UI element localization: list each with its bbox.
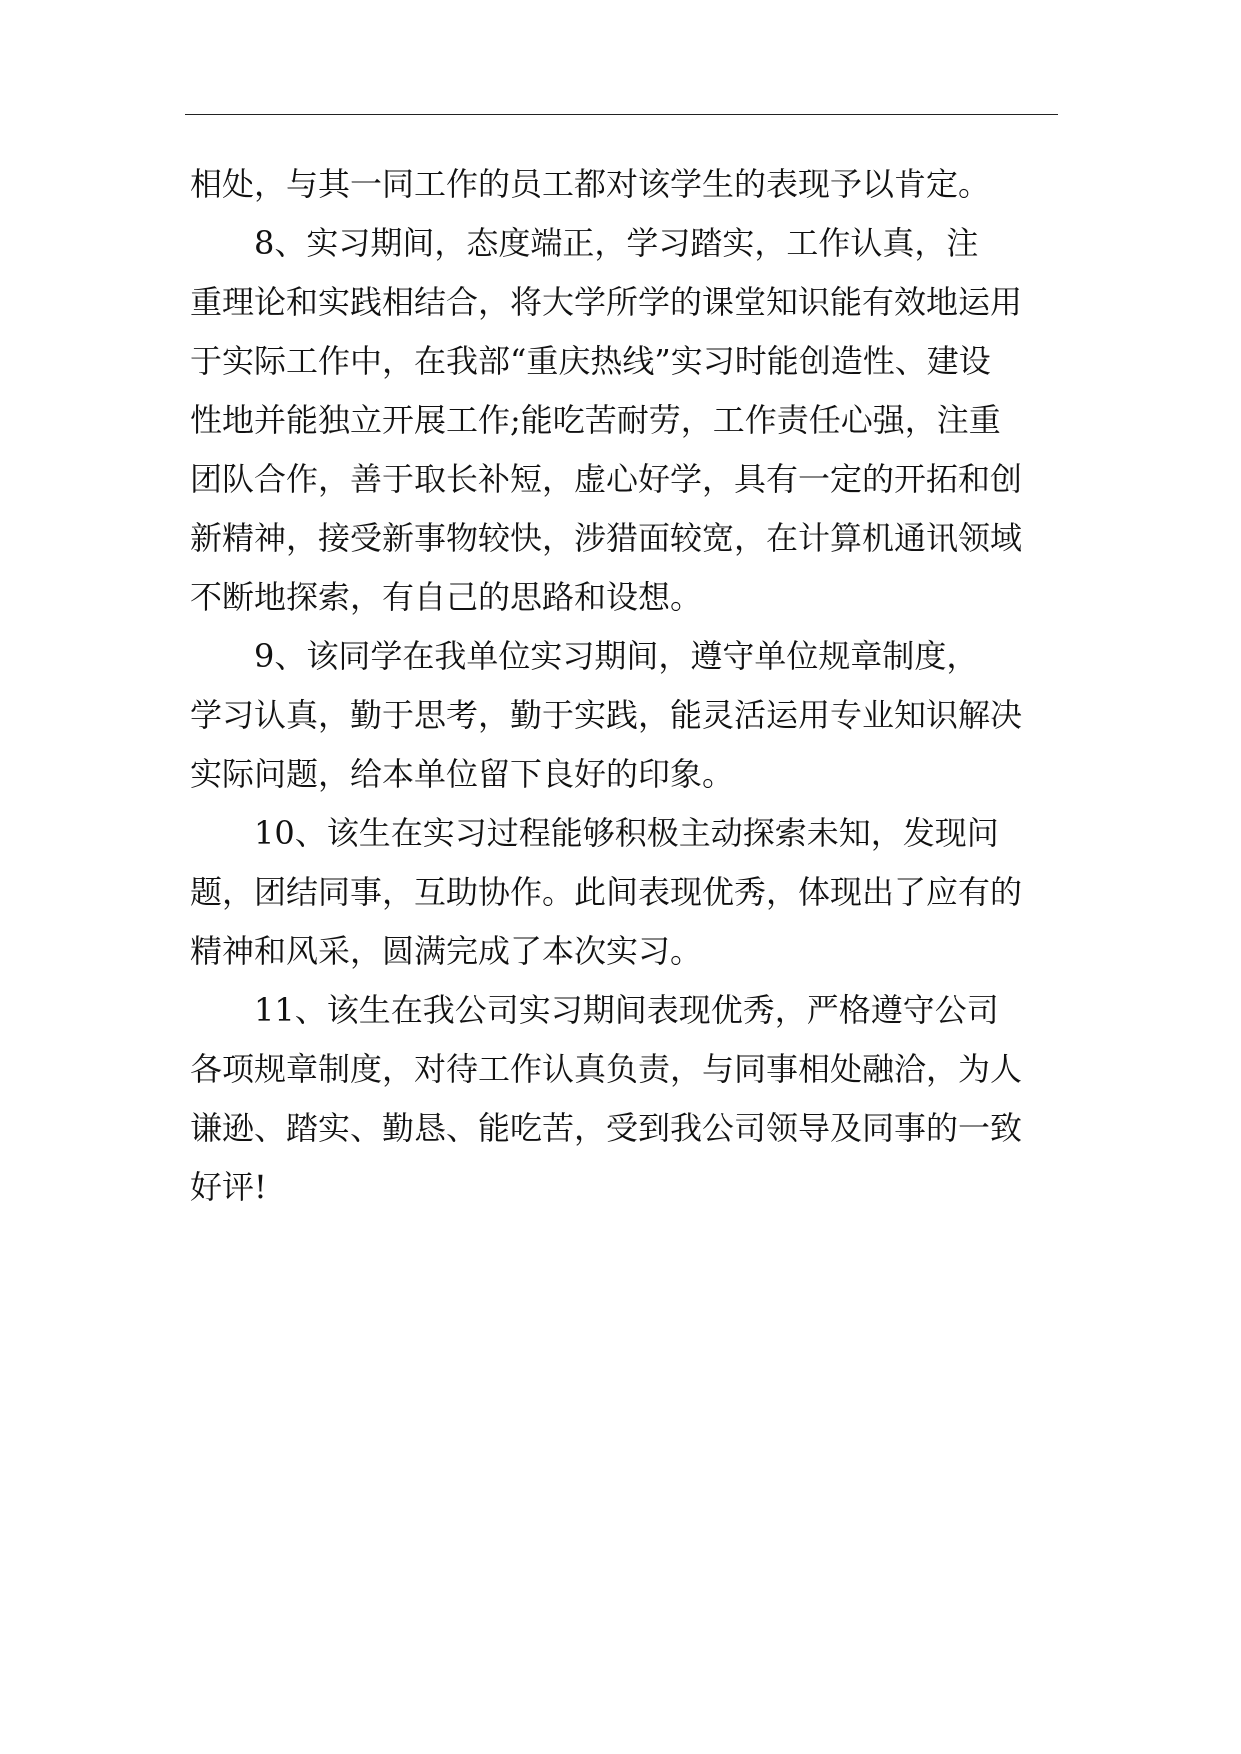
paragraph-continuation (190, 155, 1060, 214)
paragraph-item-10 (190, 804, 1060, 981)
text-line: 11、该生在我公司实习期间表现优秀，严格遵守公司 (190, 991, 999, 1029)
text-line: 谦逊、踏实、勤恳、能吃苦，受到我公司领导及同事的一致 (190, 1109, 1023, 1147)
text-line: 实际问题，给本单位留下良好的印象。 (190, 755, 735, 793)
text-line: 好评! (190, 1168, 267, 1206)
text-line: 8、实习期间，态度端正，学习踏实，工作认真，注 (190, 224, 979, 262)
text-line: 10、该生在实习过程能够积极主动探索未知，发现问 (190, 814, 999, 852)
text-line: 不断地探索，有自己的思路和设想。 (190, 578, 703, 616)
document-body (190, 155, 1060, 1217)
text-line: 各项规章制度，对待工作认真负责，与同事相处融洽，为人 (190, 1050, 1023, 1088)
text-line: 于实际工作中，在我部“重庆热线”实习时能创造性、建设 (190, 342, 991, 380)
text-line: 新精神，接受新事物较快，涉猎面较宽，在计算机通讯领域 (190, 519, 1023, 557)
text-line: 团队合作，善于取长补短，虚心好学，具有一定的开拓和创 (190, 460, 1023, 498)
text-line: 题，团结同事，互助协作。此间表现优秀，体现出了应有的 (190, 873, 1023, 911)
text-line: 重理论和实践相结合，将大学所学的课堂知识能有效地运用 (190, 283, 1023, 321)
header-divider (185, 114, 1058, 115)
paragraph-item-11 (190, 981, 1060, 1217)
text-line: 精神和风采，圆满完成了本次实习。 (190, 932, 703, 970)
text-line: 性地并能独立开展工作;能吃苦耐劳，工作责任心强，注重 (190, 401, 1001, 439)
text-line: 学习认真，勤于思考，勤于实践，能灵活运用专业知识解决 (190, 696, 1023, 734)
text-line: 9、该同学在我单位实习期间，遵守单位规章制度， (190, 637, 979, 675)
paragraph-item-8 (190, 214, 1060, 627)
paragraph-item-9 (190, 627, 1060, 804)
text-line: 相处，与其一同工作的员工都对该学生的表现予以肯定。 (190, 165, 991, 203)
